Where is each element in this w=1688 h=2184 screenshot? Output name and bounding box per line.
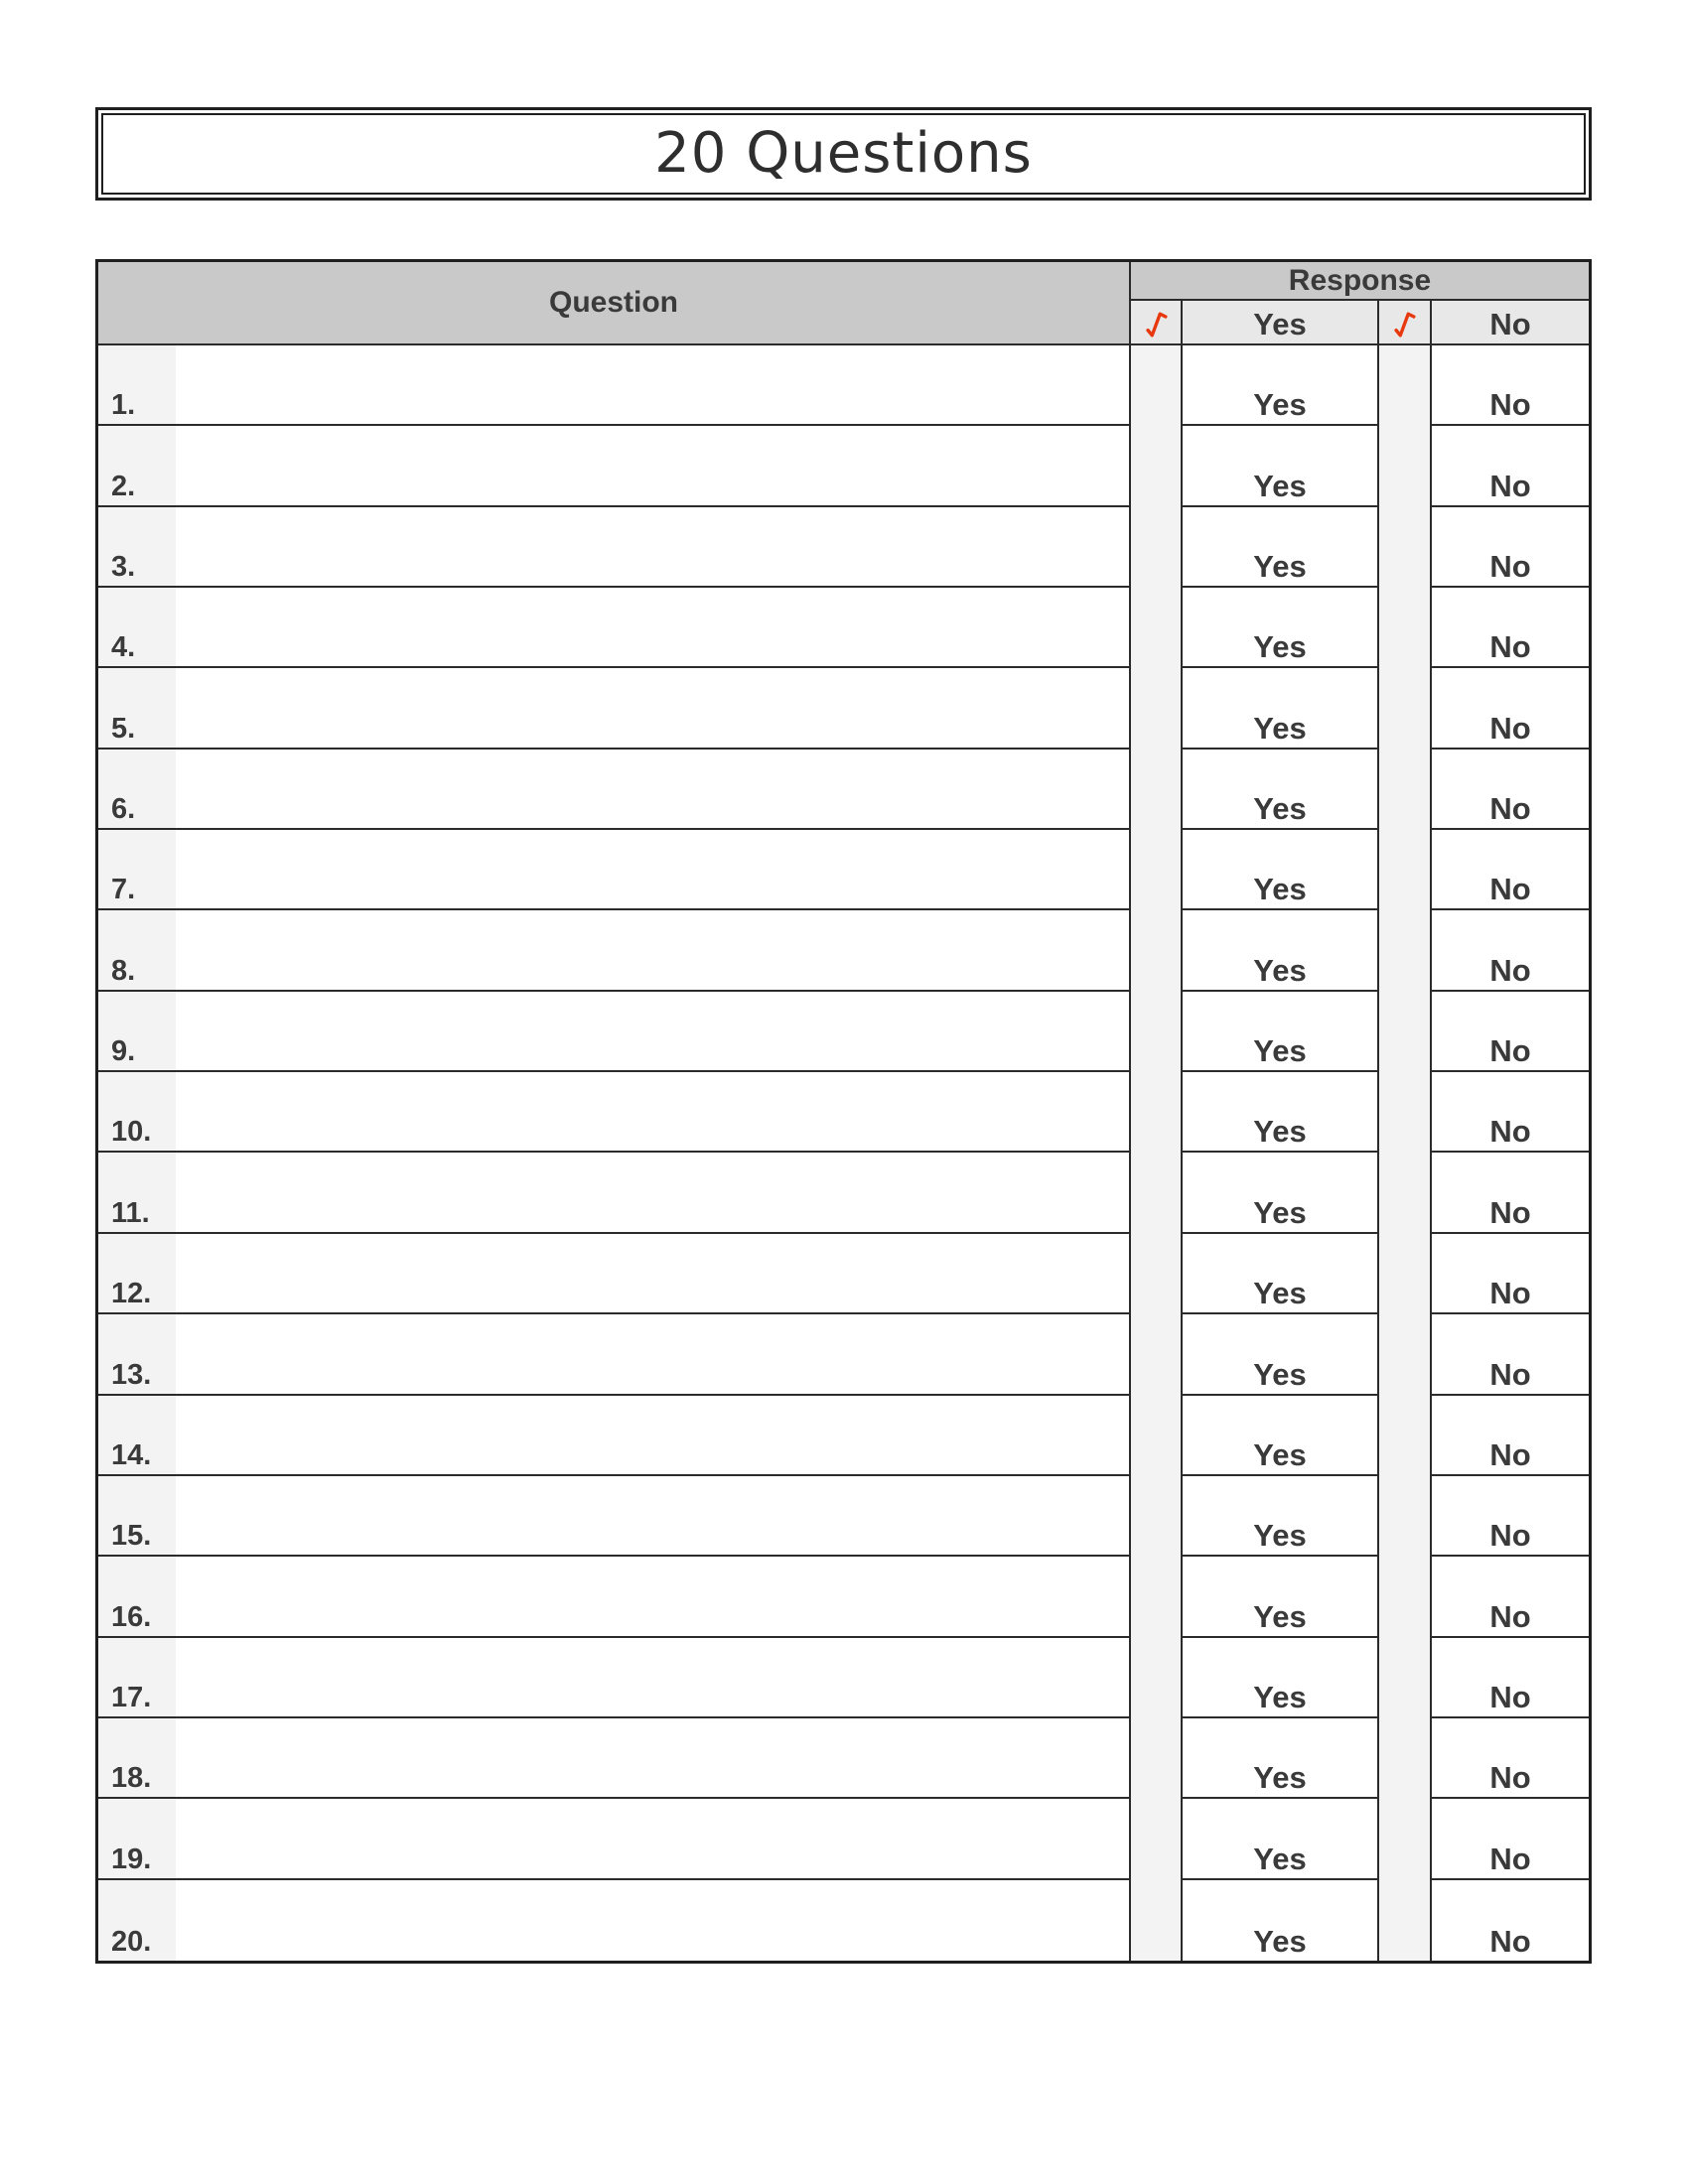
no-check-cell[interactable] [1377, 1880, 1430, 1961]
yes-label-cell[interactable]: Yes [1181, 345, 1377, 426]
yes-label-cell[interactable]: Yes [1181, 1799, 1377, 1879]
question-number: 9. [98, 992, 176, 1072]
question-number: 19. [98, 1799, 176, 1879]
yes-check-cell[interactable] [1129, 1476, 1181, 1557]
question-blank-cell[interactable] [176, 668, 1129, 749]
no-label-cell[interactable]: No [1430, 1476, 1589, 1557]
question-number: 10. [98, 1072, 176, 1153]
question-number: 11. [98, 1153, 176, 1233]
question-blank-cell[interactable] [176, 426, 1129, 506]
no-check-cell[interactable] [1377, 992, 1430, 1072]
no-label-cell[interactable]: No [1430, 507, 1589, 588]
response-column-header: Response [1129, 262, 1589, 301]
question-blank-cell[interactable] [176, 1880, 1129, 1961]
question-number: 6. [98, 750, 176, 830]
question-number: 16. [98, 1557, 176, 1637]
no-label-cell[interactable]: No [1430, 426, 1589, 506]
yes-check-cell[interactable] [1129, 1234, 1181, 1314]
no-check-cell[interactable] [1377, 910, 1430, 991]
question-blank-cell[interactable] [176, 1153, 1129, 1233]
questions-table [95, 259, 1592, 1964]
question-column-header: Question [98, 262, 1129, 345]
question-blank-cell[interactable] [176, 1396, 1129, 1476]
yes-label-cell[interactable]: Yes [1181, 1718, 1377, 1799]
no-check-cell[interactable] [1377, 588, 1430, 668]
no-label-cell[interactable]: No [1430, 750, 1589, 830]
yes-label-cell[interactable]: Yes [1181, 1638, 1377, 1718]
question-number: 3. [98, 507, 176, 588]
question-number: 1. [98, 345, 176, 426]
question-blank-cell[interactable] [176, 830, 1129, 910]
no-label-cell[interactable]: No [1430, 1880, 1589, 1961]
yes-label-cell[interactable]: Yes [1181, 830, 1377, 910]
yes-label-cell[interactable]: Yes [1181, 668, 1377, 749]
no-check-cell[interactable] [1377, 1476, 1430, 1557]
no-label-cell[interactable]: No [1430, 588, 1589, 668]
question-blank-cell[interactable] [176, 1557, 1129, 1637]
no-label-cell[interactable]: No [1430, 1153, 1589, 1233]
yes-label-cell[interactable]: Yes [1181, 1557, 1377, 1637]
no-label-cell[interactable]: No [1430, 1638, 1589, 1718]
yes-check-column-header [1129, 301, 1181, 345]
no-label-cell[interactable]: No [1430, 1557, 1589, 1637]
title-box [95, 107, 1592, 201]
yes-check-cell[interactable] [1129, 1557, 1181, 1637]
question-number: 15. [98, 1476, 176, 1557]
yes-label-cell[interactable]: Yes [1181, 1880, 1377, 1961]
question-number: 13. [98, 1314, 176, 1395]
no-label-cell[interactable]: No [1430, 345, 1589, 426]
no-check-cell[interactable] [1377, 1153, 1430, 1233]
yes-label-cell[interactable]: Yes [1181, 1072, 1377, 1153]
yes-check-cell[interactable] [1129, 345, 1181, 426]
no-check-cell[interactable] [1377, 1234, 1430, 1314]
yes-label-cell[interactable]: Yes [1181, 750, 1377, 830]
no-check-cell[interactable] [1377, 1072, 1430, 1153]
yes-check-cell[interactable] [1129, 1072, 1181, 1153]
yes-check-cell[interactable] [1129, 426, 1181, 506]
no-check-cell[interactable] [1377, 1314, 1430, 1395]
question-blank-cell[interactable] [176, 910, 1129, 991]
yes-check-cell[interactable] [1129, 1638, 1181, 1718]
no-label-cell[interactable]: No [1430, 1234, 1589, 1314]
red-check-icon [1144, 310, 1169, 340]
question-number: 18. [98, 1718, 176, 1799]
question-blank-cell[interactable] [176, 750, 1129, 830]
yes-check-cell[interactable] [1129, 1396, 1181, 1476]
no-check-cell[interactable] [1377, 426, 1430, 506]
yes-check-cell[interactable] [1129, 1718, 1181, 1799]
no-check-cell[interactable] [1377, 668, 1430, 749]
yes-label-cell[interactable]: Yes [1181, 1314, 1377, 1395]
yes-check-cell[interactable] [1129, 1314, 1181, 1395]
question-number: 20. [98, 1880, 176, 1961]
no-label-cell[interactable]: No [1430, 1396, 1589, 1476]
yes-check-cell[interactable] [1129, 507, 1181, 588]
yes-label-cell[interactable]: Yes [1181, 910, 1377, 991]
question-blank-cell[interactable] [176, 1799, 1129, 1879]
yes-label-cell[interactable]: Yes [1181, 507, 1377, 588]
question-number: 4. [98, 588, 176, 668]
question-number: 7. [98, 830, 176, 910]
yes-column-header: Yes [1181, 301, 1377, 345]
question-blank-cell[interactable] [176, 1234, 1129, 1314]
question-number: 5. [98, 668, 176, 749]
question-number: 17. [98, 1638, 176, 1718]
yes-check-cell[interactable] [1129, 1799, 1181, 1879]
yes-label-cell[interactable]: Yes [1181, 1153, 1377, 1233]
yes-label-cell[interactable]: Yes [1181, 1234, 1377, 1314]
yes-check-cell[interactable] [1129, 910, 1181, 991]
question-blank-cell[interactable] [176, 507, 1129, 588]
yes-check-cell[interactable] [1129, 750, 1181, 830]
no-label-cell[interactable]: No [1430, 1314, 1589, 1395]
no-check-cell[interactable] [1377, 1638, 1430, 1718]
yes-check-cell[interactable] [1129, 668, 1181, 749]
question-number: 12. [98, 1234, 176, 1314]
question-blank-cell[interactable] [176, 1638, 1129, 1718]
yes-label-cell[interactable]: Yes [1181, 588, 1377, 668]
no-label-cell[interactable]: No [1430, 668, 1589, 749]
no-check-cell[interactable] [1377, 1718, 1430, 1799]
question-number: 2. [98, 426, 176, 506]
yes-check-cell[interactable] [1129, 588, 1181, 668]
no-check-cell[interactable] [1377, 1557, 1430, 1637]
question-blank-cell[interactable] [176, 992, 1129, 1072]
question-number: 14. [98, 1396, 176, 1476]
yes-check-cell[interactable] [1129, 1880, 1181, 1961]
no-label-cell[interactable]: No [1430, 1718, 1589, 1799]
yes-label-cell[interactable]: Yes [1181, 1476, 1377, 1557]
no-label-cell[interactable]: No [1430, 992, 1589, 1072]
no-check-cell[interactable] [1377, 830, 1430, 910]
no-label-cell[interactable]: No [1430, 910, 1589, 991]
no-label-cell[interactable]: No [1430, 1799, 1589, 1879]
yes-label-cell[interactable]: Yes [1181, 426, 1377, 506]
no-check-cell[interactable] [1377, 1396, 1430, 1476]
yes-check-cell[interactable] [1129, 830, 1181, 910]
question-blank-cell[interactable] [176, 1072, 1129, 1153]
question-blank-cell[interactable] [176, 345, 1129, 426]
question-blank-cell[interactable] [176, 588, 1129, 668]
question-blank-cell[interactable] [176, 1314, 1129, 1395]
no-check-cell[interactable] [1377, 1799, 1430, 1879]
question-number: 8. [98, 910, 176, 991]
red-check-icon [1392, 310, 1417, 340]
page-title: 20 Questions [654, 121, 1033, 186]
yes-label-cell[interactable]: Yes [1181, 992, 1377, 1072]
no-column-header: No [1430, 301, 1589, 345]
no-label-cell[interactable]: No [1430, 1072, 1589, 1153]
no-check-cell[interactable] [1377, 507, 1430, 588]
no-check-cell[interactable] [1377, 345, 1430, 426]
question-blank-cell[interactable] [176, 1718, 1129, 1799]
question-blank-cell[interactable] [176, 1476, 1129, 1557]
no-label-cell[interactable]: No [1430, 830, 1589, 910]
title-box-inner-border [101, 113, 1586, 195]
yes-label-cell[interactable]: Yes [1181, 1396, 1377, 1476]
no-check-cell[interactable] [1377, 750, 1430, 830]
yes-check-cell[interactable] [1129, 1153, 1181, 1233]
no-check-column-header [1377, 301, 1430, 345]
yes-check-cell[interactable] [1129, 992, 1181, 1072]
